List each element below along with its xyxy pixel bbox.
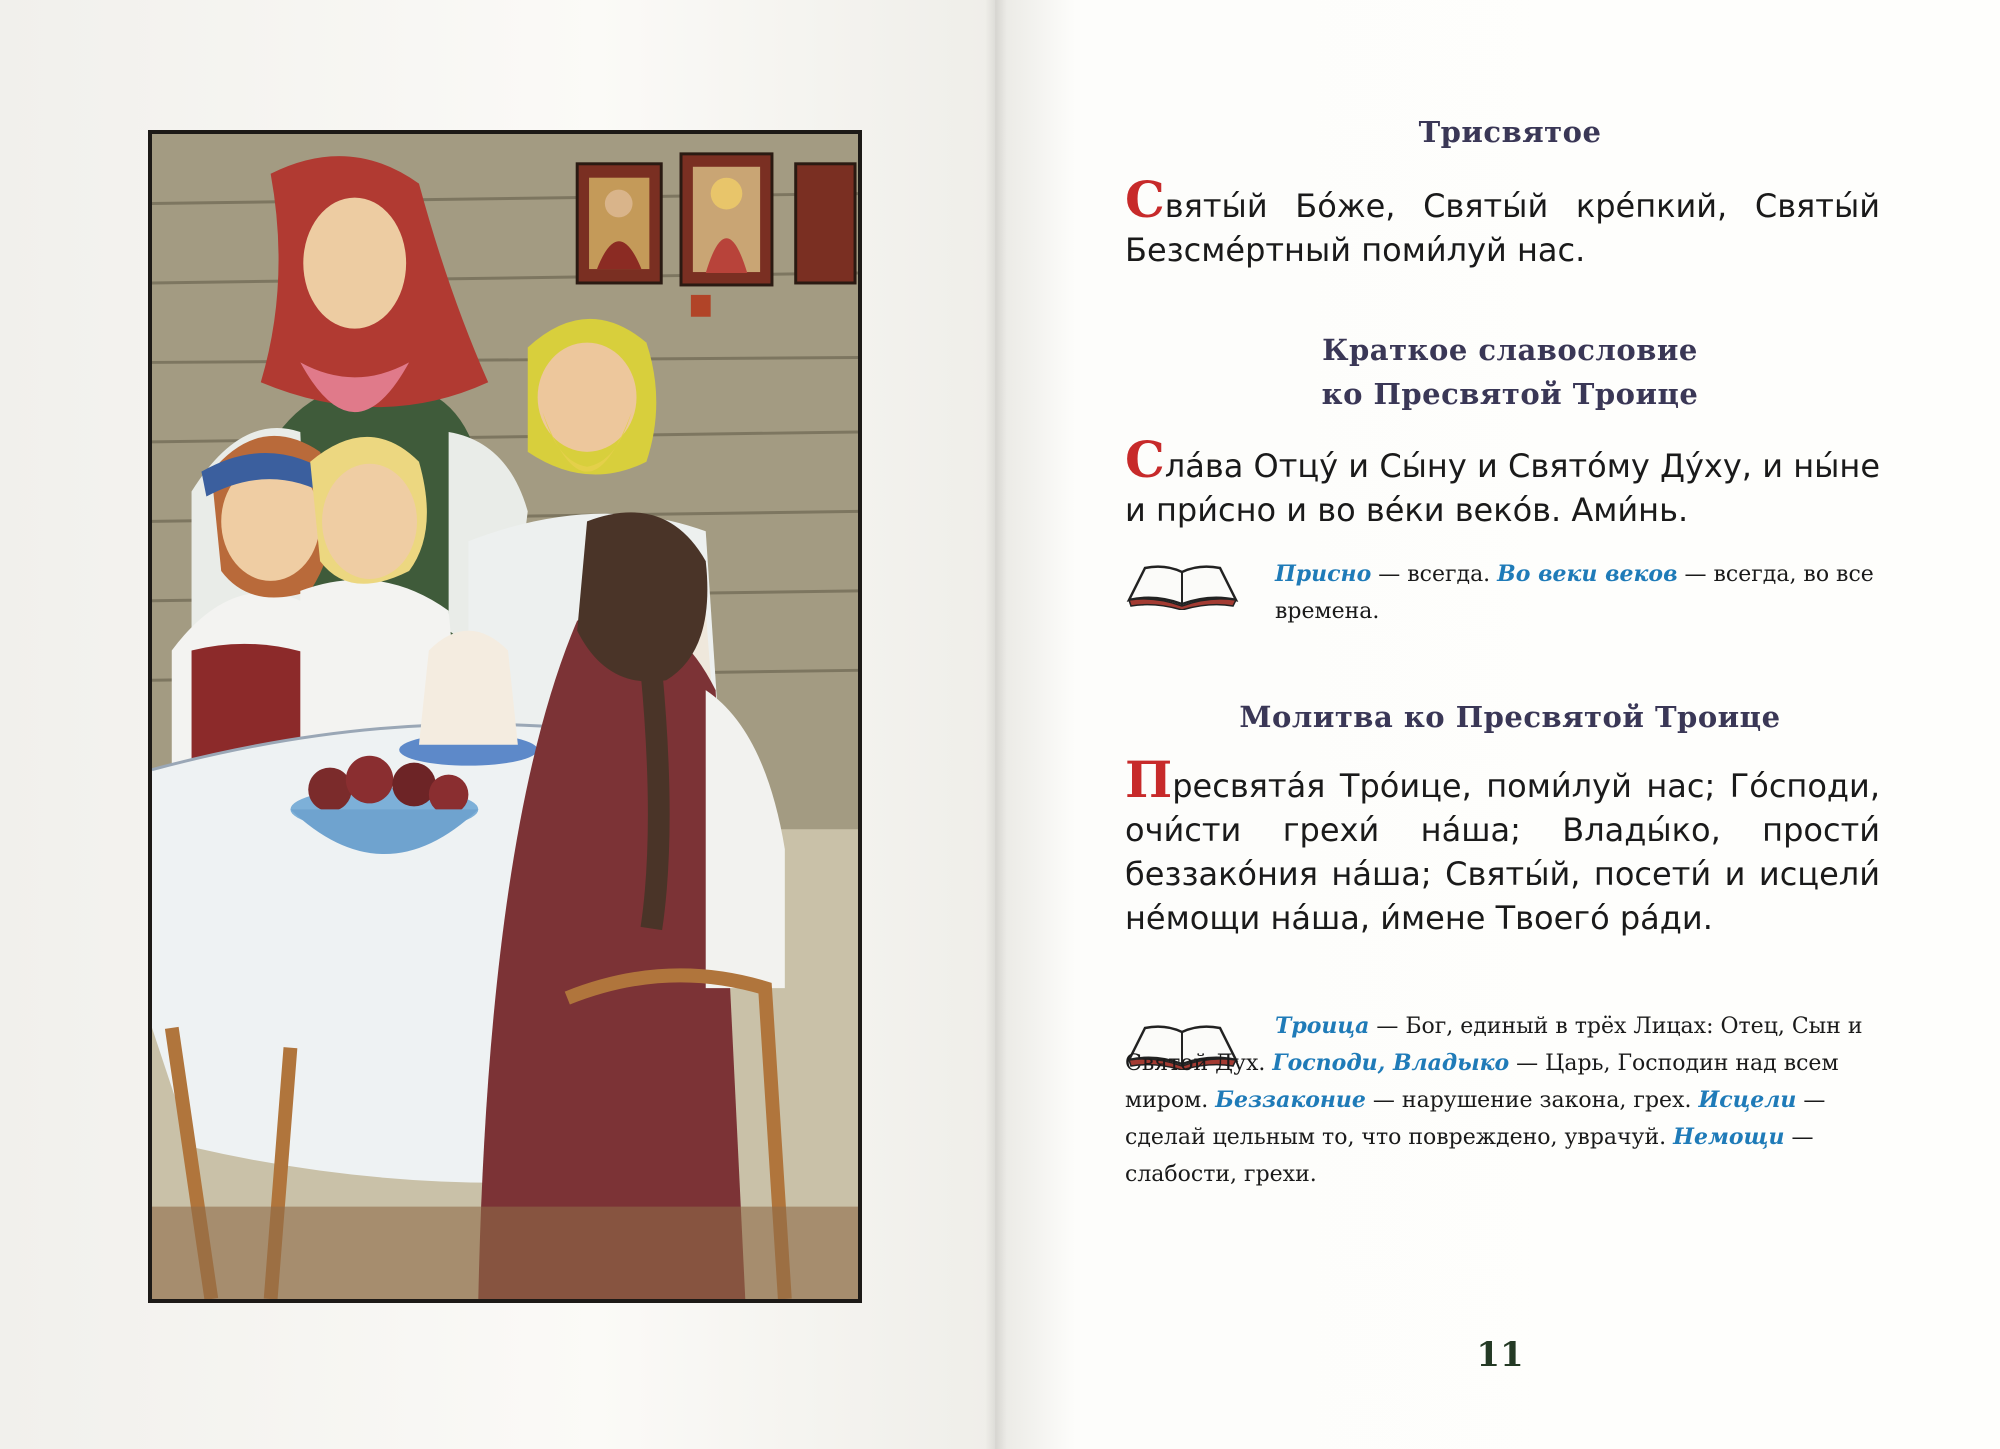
glossary-term: Беззаконие: [1215, 1087, 1366, 1113]
glossary-note-2: [1125, 1008, 1880, 1193]
page-number: 11: [1476, 1335, 1524, 1375]
glossary-definition: — Царь, Господин над всем миром.: [1125, 1051, 1839, 1113]
prayer-text: ресвята́я Тро́ице, поми́луй нас; Го́споди, очи́сти грехи́ на́ша; Влады́ко, прости́ беззако́ния на́ша; Святы́й, посети́ и исцели́ не́мощи на́ша, и́мене Твоего́ ра́ди.: [1125, 767, 1880, 937]
prayer-trinity: [1125, 750, 1880, 940]
dropcap: С: [1125, 170, 1165, 229]
dropcap: П: [1125, 750, 1173, 809]
glossary-definition: — всегда.: [1371, 562, 1498, 587]
glossary-note-1: [1275, 556, 1880, 630]
glossary-term: Присно: [1275, 561, 1372, 587]
heading-prayer-trinity: Молитва ко Пресвятой Троице: [1239, 700, 1781, 734]
heading-trisagion: Трисвятое: [1418, 115, 1602, 149]
glossary-term: Троица: [1275, 1013, 1370, 1039]
heading-line: Краткое славословие: [1322, 333, 1698, 367]
glossary-term: Во веки веков: [1497, 561, 1678, 587]
dropcap: С: [1125, 430, 1165, 489]
glossary-term: Исцели: [1698, 1087, 1797, 1113]
heading-doxology: [1120, 328, 1900, 416]
glossary-definition: — нарушение закона, грех.: [1365, 1088, 1699, 1113]
glossary-definition: — всегда, во все времена.: [1275, 562, 1874, 624]
book-gutter: [985, 0, 1007, 1449]
glossary-term: Господи, Владыко: [1272, 1050, 1510, 1076]
glossary-definition: — Бог, единый в трёх Лицах: Отец, Сын и Святой Дух.: [1125, 1014, 1863, 1076]
open-book-icon: [1125, 560, 1240, 610]
glossary-definition: — сделай цельным то, что повреждено, уврачуй.: [1125, 1088, 1826, 1150]
family-easter-table-illustration: [148, 130, 862, 1303]
prayer-doxology: [1125, 430, 1880, 532]
left-page: [0, 0, 995, 1449]
prayer-trisagion: [1125, 170, 1880, 272]
glossary-term: Немощи: [1673, 1124, 1785, 1150]
prayer-text: ла́ва Отцу́ и Сы́ну и Свято́му Ду́ху, и ны́не и при́сно и во ве́ки веко́в. Ами́нь.: [1125, 447, 1880, 529]
prayer-text: вяты́й Бо́же, Святы́й кре́пкий, Святы́й Безсме́ртный поми́луй нас.: [1125, 187, 1880, 269]
illustration-drawing: [152, 134, 858, 1299]
heading-line: ко Пресвятой Троице: [1321, 377, 1699, 411]
glossary-definition: — слабости, грехи.: [1125, 1125, 1814, 1187]
